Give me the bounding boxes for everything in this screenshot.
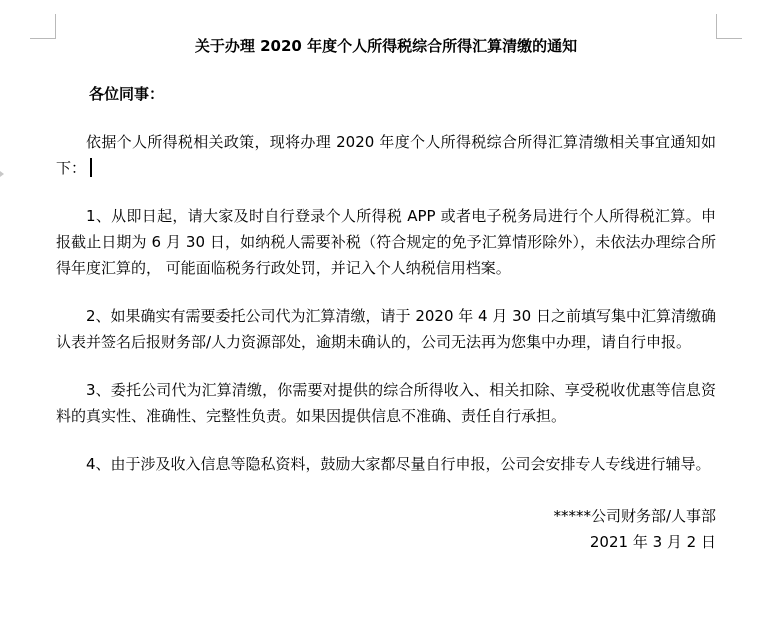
item-paragraph-2: 2、如果确实有需要委托公司代为汇算清缴，请于 2020 年 4 月 30 日之前填写集中汇算清缴确认表并签名后报财务部/人力资源部处，逾期未确认的，公司无法再为您集中办理，请自行申报。 — [56, 307, 716, 351]
document-title: 关于办理 2020 年度个人所得税综合所得汇算清缴的通知 — [194, 37, 578, 55]
text-cursor — [90, 158, 92, 177]
signature-department: *****公司财务部/人事部 — [553, 507, 716, 525]
salutation: 各位同事： — [89, 85, 165, 103]
page-margin-corner-top-right — [716, 14, 742, 39]
ruler-indent-marker — [0, 171, 4, 177]
page-margin-corner-top-left — [30, 14, 56, 39]
signature-block — [56, 503, 716, 555]
document-page[interactable] — [56, 33, 716, 555]
signature-date: 2021 年 3 月 2 日 — [589, 533, 716, 551]
intro-paragraph — [56, 129, 716, 181]
item-paragraph-4: 4、由于涉及收入信息等隐私资料，鼓励大家都尽量自行申报，公司会安排专人专线进行辅导。 — [86, 455, 711, 473]
intro-text: 依据个人所得税相关政策，现将办理 2020 年度个人所得税综合所得汇算清缴相关事宜通知如下： — [56, 133, 716, 177]
item-paragraph-1: 1、从即日起，请大家及时自行登录个人所得税 APP 或者电子税务局进行个人所得税汇算。申报截止日期为 6 月 30 日，如纳税人需要补税（符合规定的免予汇算情形除外），未依法办理综合所得年度汇算的， 可能面临税务行政处罚，并记入个人纳税信用档案。 — [56, 207, 716, 277]
item-paragraph-3: 3、委托公司代为汇算清缴，你需要对提供的综合所得收入、相关扣除、享受税收优惠等信息资料的真实性、准确性、完整性负责。如果因提供信息不准确、责任自行承担。 — [56, 381, 716, 425]
